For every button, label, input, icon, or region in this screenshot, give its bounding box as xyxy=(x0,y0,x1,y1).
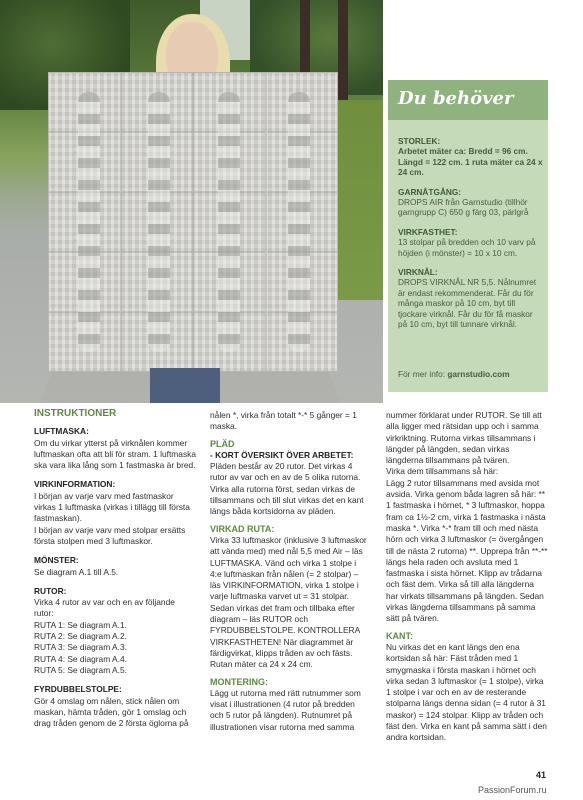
block-heading: KANT: xyxy=(386,630,413,641)
block-text: Lägg ut rutorna med rätt rutnummer som visat i illustrationen (4 rutor på bredden och 5 rutor på längden). Rutnumret på illustrationen visar rutorna med samma xyxy=(210,687,361,732)
materials-box-title: Du behöver xyxy=(398,88,514,109)
block-text: RUTA 1: Se diagram A.1. xyxy=(34,619,127,630)
materials-box-header xyxy=(388,80,548,120)
block-text: RUTA 5: Se diagram A.5. xyxy=(34,664,127,675)
materials-heading: VIRKNÅL: xyxy=(398,267,438,278)
block-heading: LUFTMASKA: xyxy=(34,426,89,437)
cable-pattern xyxy=(288,92,310,352)
block-text: Nu virkas det en kant längs den ena kortsidan så här: Fäst tråden med 1 smygmaska i första maskan i hörnet och virka sedan 3 luftmaskor (= 1 stolpe), virka 1 stolpe i var och en av de resterande stolparna längs denna sidan (= 4 rutor à 31 maskor) = 124 stolpar. Klipp av tråden och fäst den. Virka en kant på samma sätt i den andra kortsidan. xyxy=(386,641,547,743)
watermark: PassionForum.ru xyxy=(478,785,547,795)
cable-pattern xyxy=(148,92,170,352)
page-number: 41 xyxy=(536,770,547,780)
block-heading: RUTOR: xyxy=(34,585,67,596)
materials-section xyxy=(398,227,544,258)
block-text: nålen *, virka från totalt *-* 5 gånger = 1 maska. xyxy=(210,410,357,432)
block-heading: MONTERING: xyxy=(210,676,268,687)
block-text: Om du virkar ytterst på virknålen kommer luftmaskan ofta att bli för stram. 1 luftmaska ska vara lika lång som 1 fastmaska är bred. xyxy=(34,437,196,471)
materials-section xyxy=(398,136,544,178)
blanket-photo xyxy=(0,0,383,403)
instructions-column-1 xyxy=(34,408,196,729)
block-heading: MÖNSTER: xyxy=(34,555,79,566)
block-text: Pläden består av 20 rutor. Det virkas 4 rutor av var och en av de 5 olika rutorna. Virka alla rutorna först, sedan virkas de tillsammans och till slut virkas det en kant längs båda kortsidorna av pläden. xyxy=(210,461,364,517)
block-text: I början av varje varv med stolpar ersätts första stolpen med 3 luftmaskor. xyxy=(34,524,186,546)
block-text: nummer förklarat under RUTOR. Se till att alla ligger med rätsidan upp och i samma virkriktning. Rutorna virkas tillsammans i längder på längden, sedan virkas längderna tillsammans på tvären. xyxy=(386,410,542,466)
block-heading: PLÄD xyxy=(210,438,235,449)
block-text: Se diagram A.1 till A.5. xyxy=(34,566,119,577)
materials-text: DROPS AIR från Garnstudio (tillhör garngrupp C) 650 g färg 03, pärlgrå xyxy=(398,197,529,218)
materials-box-body xyxy=(398,128,544,339)
materials-box xyxy=(388,80,548,392)
materials-text: 13 stolpar på bredden och 10 varv på höjden (i mönster) = 10 x 10 cm. xyxy=(398,237,536,258)
footer-link[interactable]: garnstudio.com xyxy=(447,369,510,379)
block-text: Gör 4 omslag om nålen, stick nålen om maskan, hämta tråden, gör 1 omslag och drag tråden genom de 2 första öglorna på xyxy=(34,695,189,729)
materials-text: Arbetet mäter ca: Bredd = 96 cm. Längd = 122 cm. 1 ruta mäter ca 24 x 24 cm. xyxy=(398,146,543,178)
block-text: RUTA 3: Se diagram A.3. xyxy=(34,642,127,653)
materials-text: DROPS VIRKNÅL NR 5,5. Nålnumret är endast rekommenderat. Får du för många maskor på 10 cm, byt till tjockare virknål. Får du för få maskor på 10 cm, byt till tunnare virknål. xyxy=(398,277,537,330)
crochet-blanket xyxy=(48,72,338,372)
materials-section xyxy=(398,267,544,329)
materials-footer xyxy=(398,369,510,379)
block-heading: VIRKINFORMATION: xyxy=(34,479,116,490)
block-text: Lägg 2 rutor tillsammans med avsida mot avsida. Virka genom båda lagren så här: ** 1 fastmaska i hörnet, * 3 luftmaskor, hoppa fram ca 1½-2 cm, virka 1 fastmaska i nästa maska *. Virka *-* fram till och med nästa hörn och virka 3 luftmaskor (= övergången till de nästa 2 rutorna) **. Upprepa från **-** längs hela raden och avsluta med 1 fastmaska i sista hörnet. Klipp av trådarna och fäst dem. Virka så till alla längderna har virkats tillsammans på längden. Sedan virkas längderna tillsammans på samma sätt på tvären. xyxy=(386,477,548,624)
block-text: I början av varje varv med fastmaskor virkas 1 luftmaska (virkas i tillägg till första fastmaskan). xyxy=(34,490,190,524)
instructions-column-2 xyxy=(210,410,370,733)
block-text: Virka 33 luftmaskor (inklusive 3 luftmaskor att vända med) med nål 5,5 med Air – läs LUFTMASKA. Vänd och virka 1 stolpe i 4:e luftmaskan från nålen (= 2 stolpar) – läs VIRKINFORMATION, virka 1 stolpe i varje luftmaska varvet ut = 31 stolpar. xyxy=(210,534,367,602)
block-text: RUTA 4: Se diagram A.4. xyxy=(34,653,127,664)
block-text: Virka 4 rutor av var och en av följande rutor: xyxy=(34,597,175,619)
tree-trunk xyxy=(338,0,348,100)
block-text: Virka dem tillsammans så här: xyxy=(386,466,499,477)
materials-section xyxy=(398,187,544,218)
block-text: RUTA 2: Se diagram A.2. xyxy=(34,631,127,642)
block-heading: FYRDUBBELSTOLPE: xyxy=(34,684,122,695)
instructions-column-3 xyxy=(386,410,548,744)
section-title: INSTRUKTIONER xyxy=(34,408,117,419)
footer-text: För mer info: xyxy=(398,369,448,379)
block-text: Sedan virkas det fram och tillbaka efter diagram – läs RUTOR och FYRDUBBELSTOLPE. KONTROLLERA VIRKFASTHETEN! När diagrammet är färdigvirkat, klipps tråden av och fästs. Rutan mäter ca 24 x 24 cm. xyxy=(210,602,360,670)
cable-pattern xyxy=(218,92,240,352)
materials-heading: GARNÅTGÅNG: xyxy=(398,186,462,197)
model-legs xyxy=(150,368,220,403)
block-subheading: - KORT ÖVERSIKT ÖVER ARBETET: xyxy=(210,449,354,460)
materials-heading: STORLEK: xyxy=(398,136,441,146)
materials-heading: VIRKFASTHET: xyxy=(398,226,458,237)
block-heading: VIRKAD RUTA: xyxy=(210,523,275,534)
cable-pattern xyxy=(78,92,100,352)
